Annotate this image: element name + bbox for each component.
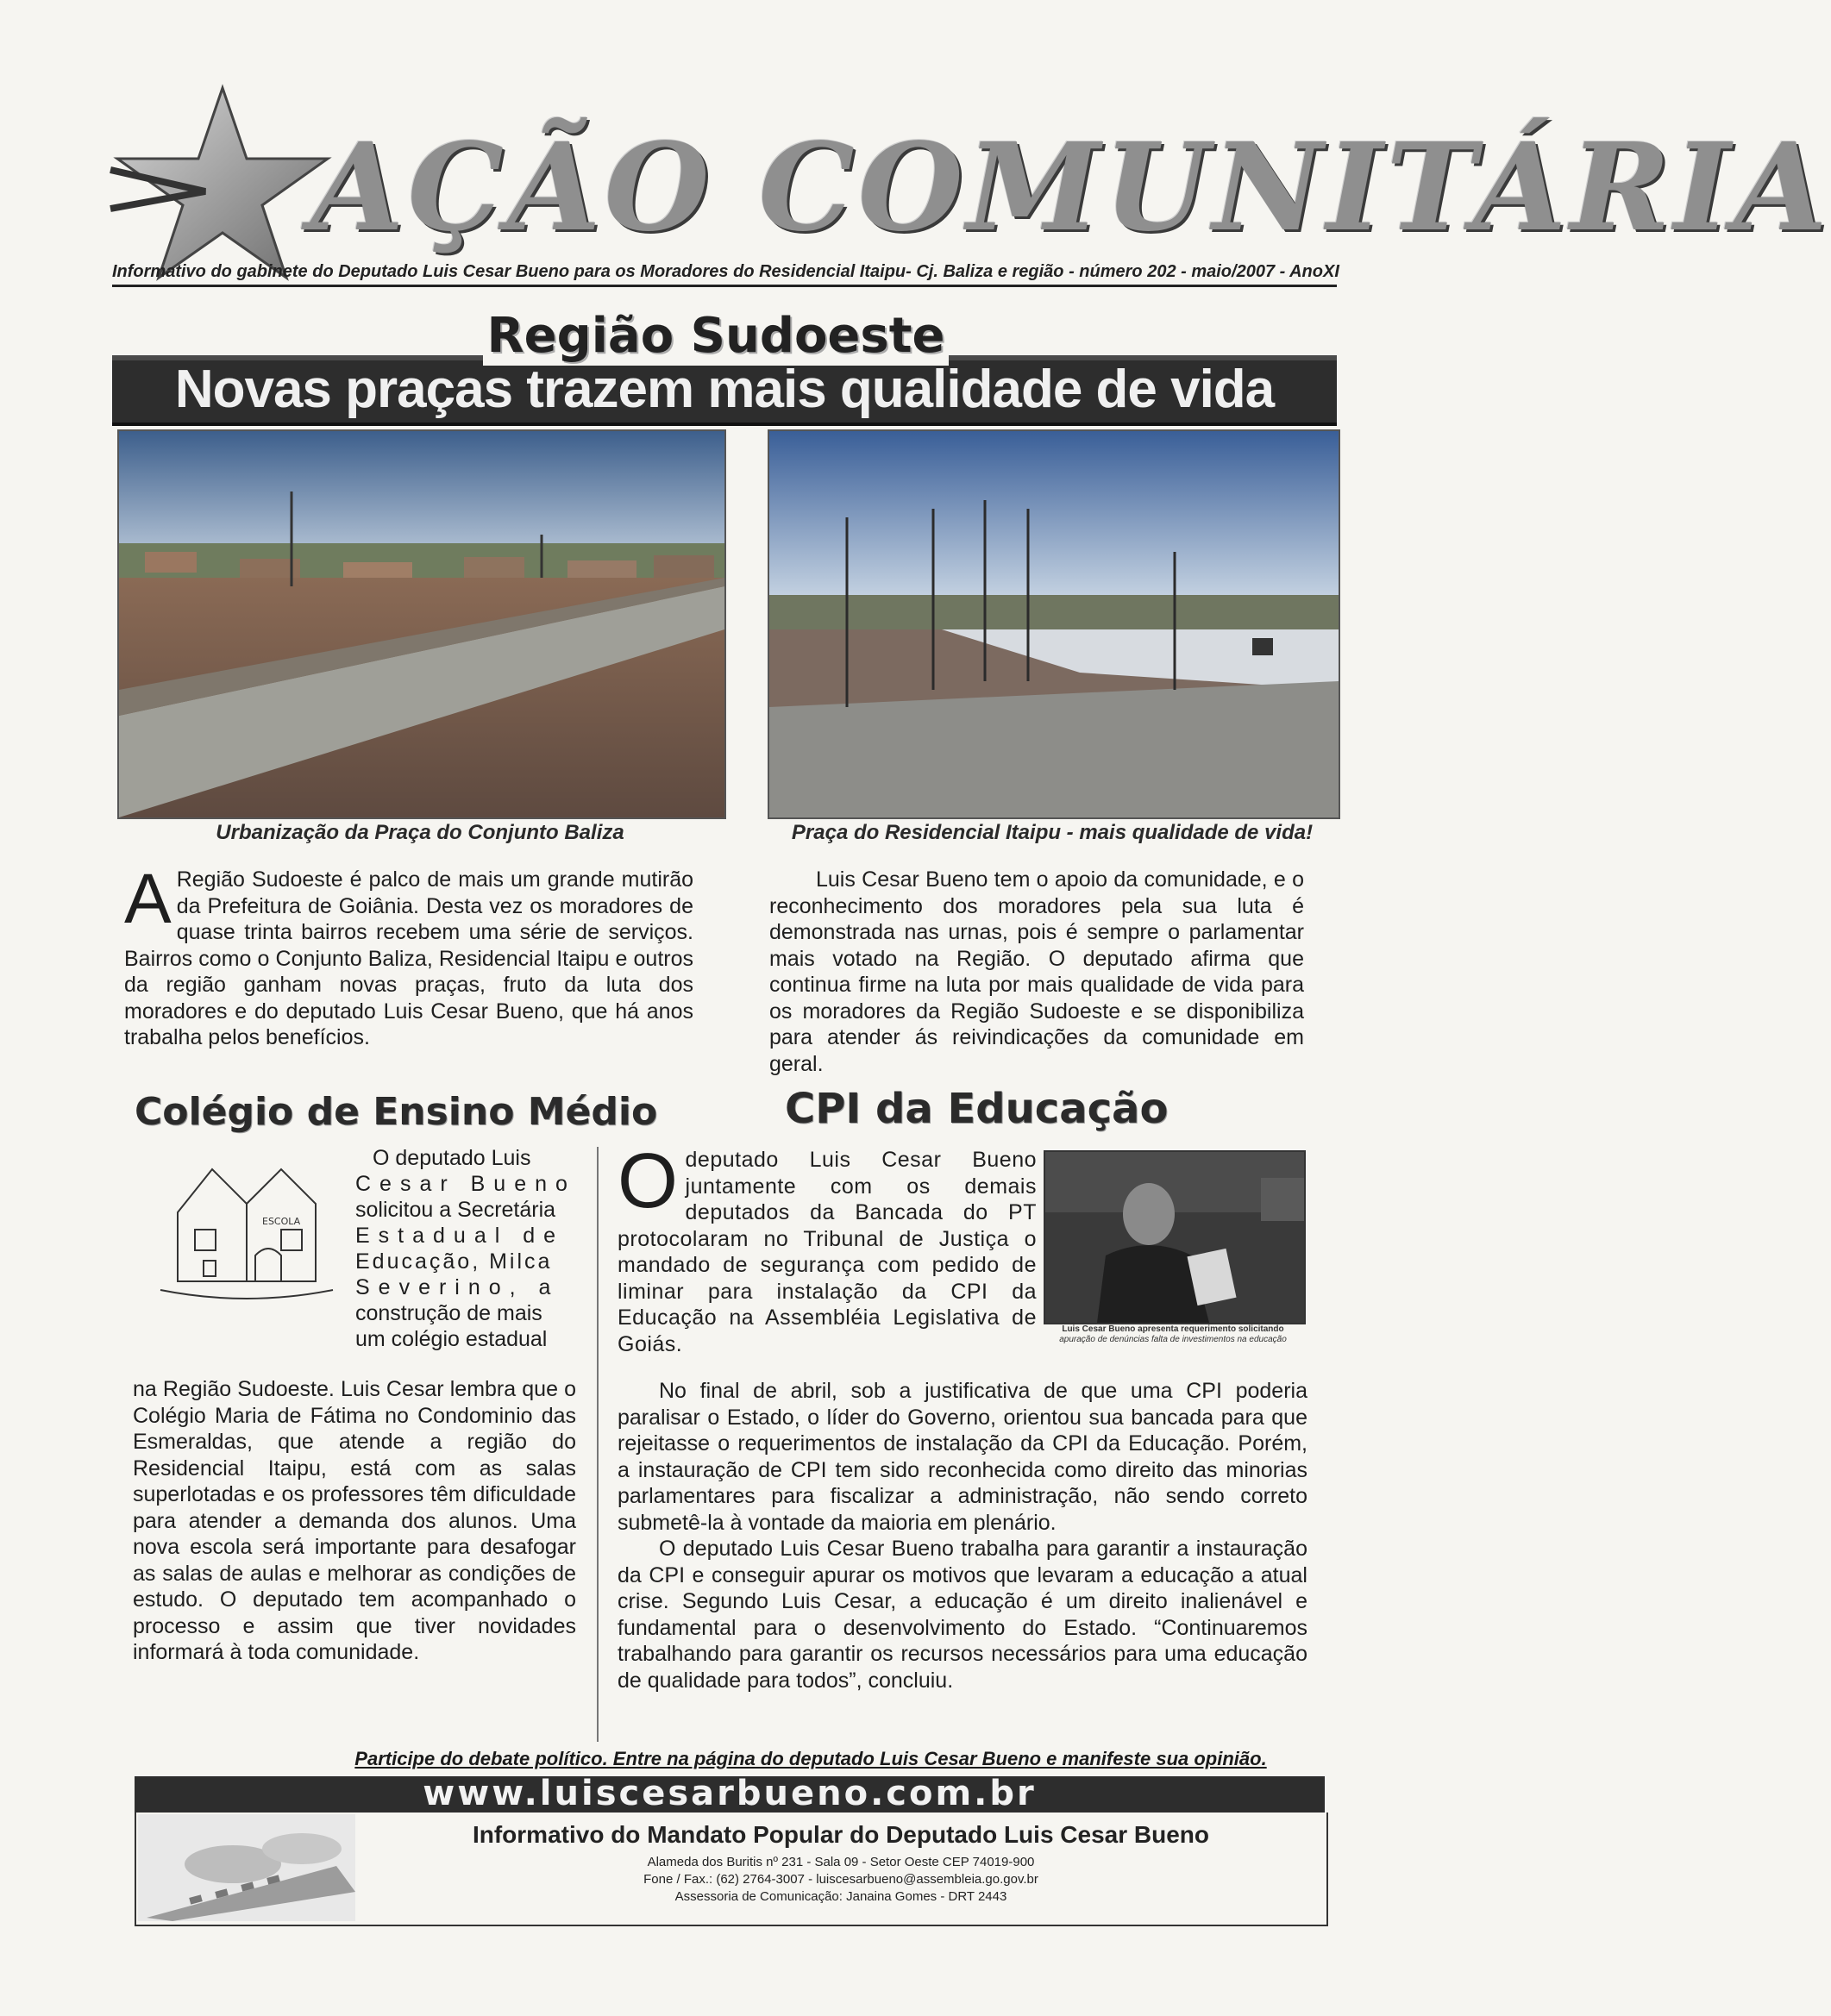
intro-left-text: Região Sudoeste é palco de mais um grande mutirão da Prefeitura de Goiânia. Desta vez os moradores de quase trinta bairros recebem uma série de serviços. Bairros como o Conjunto Baliza, Residencial Itaipu e outros da região ganham novas praças, fruto da luta dos moradores e do deputado Luis Cesar Bueno, que há anos trabalha pelos benefícios. [124,867,693,1049]
photo-praca-itaipu [768,429,1340,819]
cpi-paragraph: O deputado Luis Cesar Bueno trabalha para garantir a instauração da CPI e conseguir apurar os motivos que levaram a educação a atual crise. Segundo Luis Cesar, a educação é um direito inalienável e fundamental para o desenvolvimento do Estado. “Continuaremos trabalhando para garantir os recursos necessários para uma educação de qualidade para todos”, concluiu. [618,1537,1307,1693]
masthead-subtitle: Informativo do gabinete do Deputado Luis Cesar Bueno para os Moradores do Residencial Itaipu- Cj. Baliza e região - número 202 - maio/2007 - AnoXI [112,259,1337,287]
masthead-title: AÇÃO COMUNITÁRIA [310,117,1831,259]
cpi-section-title: CPI da Educação [785,1085,1169,1133]
cpi-body [618,1378,1307,1740]
colegio-line: Severino, a [355,1275,560,1299]
footer-call-to-action: Participe do debate político. Entre na página do deputado Luis Cesar Bueno e manifeste sua opinião. [354,1748,1267,1769]
footer-title: Informativo do Mandato Popular do Deputado Luis Cesar Bueno [472,1821,1210,1848]
star-logo-icon [102,79,343,286]
colegio-lead [355,1145,576,1400]
cpi-photo-caption-line: Luis Cesar Bueno apresenta requerimento solicitando [1062,1324,1284,1334]
colegio-section-title: Colégio de Ensino Médio [135,1090,658,1134]
keyboard-hands-image [138,1814,355,1921]
intro-left-paragraph [124,860,693,1074]
colegio-line: um colégio estadual [355,1327,548,1351]
cpi-paragraph: No final de abril, sob a justificativa de que uma CPI poderia paralisar o Estado, o líder do Governo, orientou sua bancada para que rejeitasse o requerimentos de instalação da CPI da Educação. Porém, a instauração de CPI tem sido reconhecida como direito das minorias parlamentares para fiscalizar a administração, não sendo correto submetê-la à vontade da maioria em plenário. [618,1379,1307,1535]
photo-praca-baliza [117,429,726,819]
cpi-lead-text: deputado Luis Cesar Bueno juntamente com os demais deputados da Bancada do PT protocolaram no Tribunal de Justiça o mandado de segurança com pedido de liminar para instalação da CPI da Educação na Assembléia Legislativa de Goiás. [618,1148,1037,1356]
footer-address: Alameda dos Buritis nº 231 - Sala 09 - Setor Oeste CEP 74019-900 [647,1855,1035,1869]
colegio-line: O deputado Luis [373,1146,531,1170]
colegio-body: na Região Sudoeste. Luis Cesar lembra que o Colégio Maria de Fátima no Condominio das Esmeraldas, que atende a região do Residencial Itaipu, está com as salas superlotadas e os professores têm dificuldade para atender a demanda dos alunos. Uma nova escola será importante para desafogar as salas de aulas e melhorar as condições de estudo. O deputado tem acompanhado o processo e assim que tiver novidades informará à toda comunidade. [133,1377,576,1664]
colegio-line: Educação, Milca [355,1249,553,1274]
cpi-photo-caption-line: apuração de denúncias falta de investimentos na educação [1059,1335,1287,1344]
cpi-photo-deputy [1044,1150,1306,1324]
drop-cap: O [618,1138,679,1224]
website-link[interactable]: www.luiscesarbueno.com.br [423,1774,1037,1813]
colegio-line: Cesar Bueno [355,1172,576,1196]
photo-caption-left: Urbanização da Praça do Conjunto Baliza [216,821,624,844]
headline-title: Novas praças trazem mais qualidade de vida [174,360,1275,419]
intro-right-paragraph: Luis Cesar Bueno tem o apoio da comunidade, e o reconhecimento dos moradores pela sua luta é demonstrada nas urnas, pois é sempre o parlamentar mais votado na Região. O deputado afirma que continua firme na luta por mais qualidade de vida para os moradores da Região Sudoeste e se disponibiliza para atender ás reivindicações da comunidade em geral. [769,867,1304,1076]
footer-credit: Assessoria de Comunicação: Janaina Gomes - DRT 2443 [674,1889,1007,1904]
school-drawing-label: ESCOLA [262,1216,301,1227]
colegio-line: Estadual de [355,1224,565,1248]
column-divider [597,1147,599,1742]
headline-kicker: Região Sudoeste [483,307,949,366]
photo-caption-right: Praça do Residencial Itaipu - mais qualidade de vida! [791,821,1314,844]
colegio-line: construção de mais [355,1301,542,1325]
school-drawing [152,1152,342,1304]
drop-cap: A [124,860,172,938]
cpi-photo-caption [1035,1324,1311,1366]
footer-contact: Fone / Fax.: (62) 2764-3007 - luiscesarbueno@assembleia.go.gov.br [643,1872,1038,1887]
colegio-line: solicitou a Secretária [355,1198,556,1222]
cpi-lead-paragraph [618,1138,1037,1378]
